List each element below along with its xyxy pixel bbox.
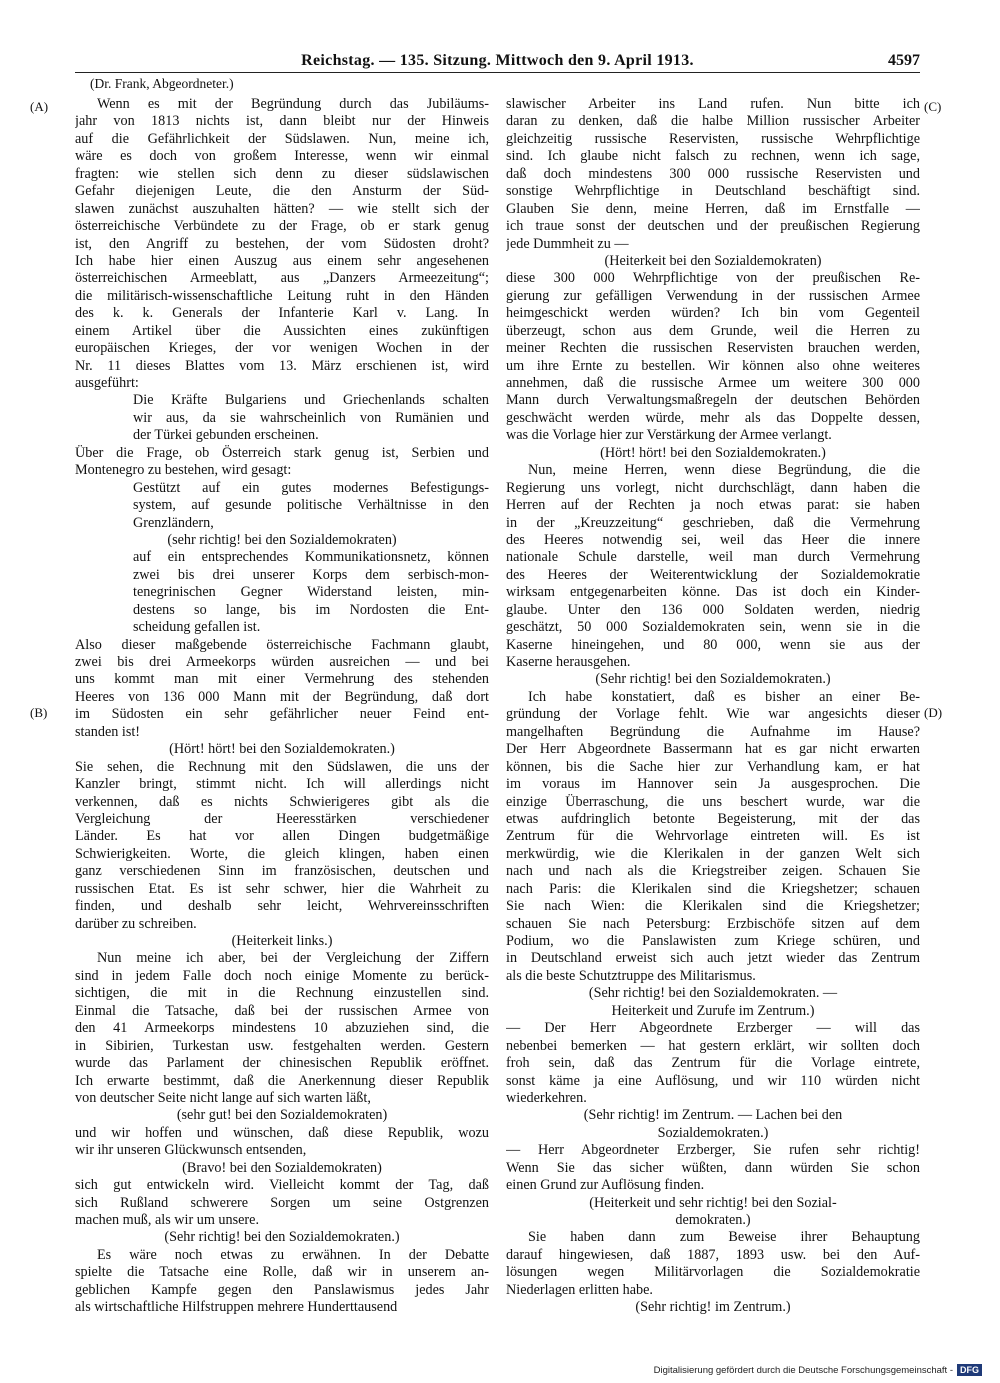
interjection [506,1195,920,1230]
running-header [75,50,920,73]
paragraph [506,462,920,671]
text-line: Sozialdemokraten.) [657,1124,769,1141]
text-line: ich traue sonst der deutschen und der preußischen Regierung [506,218,920,235]
text-line: europäischen Krieges, der vor wenigen Wochen in der [75,340,489,357]
text-line: Zentrum für die Wehrvorlage eintreten will. Es ist [506,828,920,845]
paragraph [506,1020,920,1107]
text-line: wir ihr unseren Glückwunsch entsenden, [75,1142,307,1159]
paragraph [75,950,489,1107]
paragraph [506,1229,920,1299]
text-line: auf die Gefährlichkeit der Südslawen. Nun, meine ich, [75,130,489,147]
text-line: wurde das Parlament der chinesischen Republik eröffnet. [75,1055,489,1072]
text-line: Länder. Es hat vor allen Dingen budgetmäßige [75,828,489,845]
text-line: daran zu denken, daß die halbe Million russischer Arbeiter [506,113,920,130]
paragraph [75,96,489,392]
text-line: tenegrinischen Gegner Widerstand leisten, min- [133,584,489,601]
text-line: demokraten.) [675,1212,751,1228]
text-line: geschätzt, 50 000 Sozialdemokraten sein, wenn sie in die [506,619,920,636]
text-line: wirksam entgegenarbeiten könne. Das ist doch ein Kinder- [506,584,920,601]
text-line: system, auf gesunde politische Verhältnisse in den [133,497,489,514]
text-line: den 41 Armeekorps mindestens 10 abzuziehen sind, die [75,1020,489,1037]
text-line: sonst käme ja eine Auflösung, und wir 110 würden nicht [506,1072,920,1089]
text-line: verkennen, daß es nichts Schwierigeres gibt als die [75,793,489,810]
text-line: (Heiterkeit und sehr richtig! bei den Sozial- [589,1194,837,1211]
footer-credit [654,1364,982,1376]
text-line: russischen Etat. Es ist sehr schwer, hier die Wahrheit zu [75,880,489,897]
text-line: Kaserne hineingehen, und 80 000, wenn sie aus der [506,636,920,653]
paragraph [506,270,920,444]
text-line: lösungen wegen Militärvorlagen die Sozialdemokratie [506,1264,920,1281]
text-line: Über die Frage, ob Österreich stark genug ist, Serbien und [75,444,489,461]
text-line: und wir hoffen und wünschen, daß diese Republik, wozu [75,1124,489,1141]
text-line: spielte die Tatsache eine Rolle, daß wir in unserem an- [75,1264,489,1281]
text-line: Wenn es mit der Begründung durch das Jubiläums- [97,96,489,112]
text-line: merkwürdig, wie die Klerikalen in der ganzen Welt sich [506,845,920,862]
text-line: sichtigen, die mit in die Rechnung einzustellen sind. [75,985,489,1002]
text-line: Herren auf der Rechten ja noch etwas parat: sie haben [506,497,920,514]
text-line: Grenzländern, [133,514,214,531]
text-line: Mann durch Verwaltungsmaßregeln der deutschen Behörden [506,392,920,409]
paragraph [75,759,489,933]
text-line: (Hört! hört! bei den Sozialdemokraten.) [600,444,826,461]
interjection [75,1107,489,1124]
paragraph [506,96,920,253]
text-line: annehmen, daß die russische Armee um weitere 300 000 [506,375,920,391]
text-line: machen muß, als wir um unsere. [75,1212,259,1228]
text-line: Ich erwarte bestimmt, daß die Anerkennung dieser Republik [75,1072,489,1089]
text-line: (Hört! hört! bei den Sozialdemokraten.) [169,741,395,758]
text-line: scheidung gefallen ist. [133,619,261,636]
text-line: der Türkei gebunden erscheinen. [133,427,319,444]
margin-label-c: (C) [924,99,942,114]
text-line: ist, den Angriff zu bestehen, der vom Südosten droht? [75,235,489,252]
text-line: Ich habe hier einen Auszug aus einem sehr angesehenen [75,252,489,269]
text-line: Nr. 11 dieses Blattes vom 13. März erschienen ist, wird [75,357,489,374]
text-line: um ihre Ernte zu bestellen. Wir können also ohne weiteres [506,357,920,374]
text-line: Heiterkeit und Zurufe im Zentrum.) [611,1002,815,1019]
text-line: auf ein entsprechendes Kommunikationsnetz, können [133,549,489,566]
text-line: Nun, meine Herren, wenn diese Begründung, die die [528,462,920,479]
text-line: meiner Rechten die russischen Reservisten brauchen werden, [506,340,920,357]
text-line: (Sehr richtig! im Zentrum. — Lachen bei den [583,1107,843,1124]
interjection [506,985,920,1020]
text-line: gierung zur gefälligen Verwendung in der russischen Armee [506,287,920,304]
text-line: Einmal die Tatsache, daß bei der russischen Armee von [75,1002,489,1019]
text-line: (Heiterkeit links.) [231,933,333,949]
text-line: einem Artikel über die Aussichten eines zukünftigen [75,322,489,339]
text-line: wiederkehren. [506,1089,587,1106]
text-line: gründung der Vorlage fehlt. Wie war angesichts dieser [506,706,920,723]
text-line: ausgeführt: [75,375,139,391]
text-line: nach und nach als die Kriegstreiber zeigen. Schauen Sie [506,863,920,880]
speaker-label: (Dr. Frank, Abgeordneter.) [90,76,234,91]
quotation [75,480,489,532]
paragraph [506,1142,920,1194]
text-line: als die beste Schutztruppe des Militarismus. [506,967,756,984]
text-line: Es wäre noch etwas zu erwähnen. In der Debatte [97,1246,489,1263]
text-line: zwei bis drei unserer Korps dem serbisch-mon- [133,566,489,583]
text-line: österreichischen Armeeblatt, aus „Danzers Armeezeitung“; [75,270,489,287]
text-line: geschwächt werden würde, mehr als das Doppelte dessen, [506,409,920,426]
text-line: slawen zunächst auszuhalten hätten? — wie stellt sich der [75,200,489,217]
text-line: Nun meine ich aber, bei der Vergleichung der Ziffern [97,950,489,967]
text-line: zwei bis drei Armeekorps würden ausreichen — und bei [75,654,489,670]
text-line: im voraus im Hannover sein Ja ausgesprochen. Die [506,776,920,793]
text-line: als wirtschaftliche Hilfstruppen mehrere Hunderttausend [75,1299,398,1316]
text-line: Regierung uns vorlegt, nicht durchschlägt, dann haben die [506,479,920,496]
text-line: jahr von 1813 nichts ist, dann bleibt nur der Hinweis [75,113,489,130]
paragraph [75,1125,489,1160]
text-line: nach Paris: die Klerikalen sind die Kriegshetzer; schauen [506,880,920,897]
paragraph [75,637,489,742]
text-line: (Sehr richtig! bei den Sozialdemokraten.) [164,1229,400,1246]
text-line: Ich habe konstatiert, daß es bisher an einer Be- [528,688,920,705]
text-line: Sie sehen, die Rechnung mit den Südslawen, die uns der [75,758,489,775]
interjection [75,532,489,549]
text-line: (Sehr richtig! bei den Sozialdemokraten. — [588,985,838,1002]
text-line: — Herr Abgeordneter Erzberger, Sie rufen sehr richtig! [506,1142,920,1159]
text-line: Heeres von 136 000 Mann mit der Begründung, daß dort [75,688,489,705]
text-line: Vergleichung der Heeresstärken verschiedener [75,810,489,827]
text-line: des Heeres notwendig sei, weil das Heer die innere [506,531,920,548]
text-line: sonstige Wehrpflichtige in Deutschland beschäftigt sind. [506,183,920,200]
text-line: sich gut entwickeln wird. Vielleicht kommt der Tag, daß [75,1177,489,1194]
text-line: (Heiterkeit bei den Sozialdemokraten) [604,252,822,269]
paragraph [75,445,489,480]
text-line: — Der Herr Abgeordnete Erzberger — will das [506,1020,920,1037]
interjection [506,445,920,462]
margin-label-b: (B) [30,705,48,720]
header-title: Reichstag. — 135. Sitzung. Mittwoch den 9. April 1913. [301,52,694,69]
text-line: können, bis die Sache hier zur Verhandlung kam, er hat [506,758,920,775]
text-line: schauen Sie nach Petersburg: Erzbischöfe sitzen auf dem [506,915,920,932]
text-line: Schwierigkeiten. Worte, die gleich klingen, haben einen [75,845,489,862]
text-line: Montenegro zu bestehen, wird gesagt: [75,462,292,479]
text-line: fragten: wie stellen sich denn zu dieser südslawischen [75,165,489,182]
text-line: Die Kräfte Bulgariens und Griechenlands schalten [133,392,489,409]
text-line: überzeugt, schon aus dem Grunde, weil die Herren zu [506,322,920,339]
interjection [506,1107,920,1142]
text-line: etwas aufdringlich betonte Begeisterung, mit der das [506,810,920,827]
text-line: wäre es doch von großem Interesse, wenn wir einmal [75,148,489,165]
text-line: österreichische Verbündete zu der Frage, ob er stark genug [75,218,489,235]
paragraph [506,689,920,985]
page-number: 4597 [888,52,920,69]
text-line: jede Dummheit zu — [506,235,629,252]
text-line: Podium, wo die Panslawisten zum Kriege schüren, und [506,933,920,949]
text-line: in der „Kreuzzeitung“ geschrieben, daß die Vermehrung [506,514,920,531]
paragraph [75,1177,489,1229]
text-line: einzige Überraschung, die uns beschert wurde, war die [506,793,920,810]
text-line: darüber zu schreiben. [75,915,197,932]
text-line: Kanzler bringt, stimmt nicht. Ich will allerdings nicht [75,776,489,793]
text-line: im Südosten ein sehr gefährlicher neuer Feind ent- [75,706,489,723]
text-line: die militärisch-wissenschaftliche Leitung ruht in den Händen [75,287,489,304]
text-line: Kaserne herausgehen. [506,654,631,670]
text-line: (sehr richtig! bei den Sozialdemokraten) [167,531,397,548]
text-line: Wenn Sie das sicher wüßten, dann würden Sie schon [506,1159,920,1176]
text-line: sind in jedem Falle doch noch einige Momente zu berück- [75,967,489,984]
text-line: sind. Ich glaube nicht falsch zu rechnen, wenn ich sage, [506,148,920,165]
text-line: (Bravo! bei den Sozialdemokraten) [182,1159,382,1176]
text-line: sich Rußland schwerere Sorgen um seine Ostgrenzen [75,1194,489,1211]
text-line: (Sehr richtig! bei den Sozialdemokraten.) [595,671,831,688]
text-line: Der Herr Abgeordnete Bassermann hat es gar nicht erwarten [506,741,920,758]
text-line: einen Grund zur Auflösung finden. [506,1177,705,1194]
interjection [506,1299,920,1316]
text-line: froh sein, daß das Zentrum für die Vorlage eintrete, [506,1055,920,1072]
quotation [75,392,489,444]
margin-label-d: (D) [924,705,943,720]
text-line: in Deutschland erweist sich auch jetzt wieder das Zentrum [506,950,920,967]
text-line: nebenbei bemerken — hat gestern erklärt, wir sollten doch [506,1037,920,1054]
text-line: Niederlagen erlitten habe. [506,1281,653,1298]
left-column [75,96,489,1317]
text-line: Gestützt auf ein gutes modernes Befestigungs- [133,479,489,496]
text-line: (sehr gut! bei den Sozialdemokraten) [176,1107,388,1124]
margin-label-a: (A) [30,99,49,114]
text-line: glaube. Unter den 136 000 Soldaten werden, niedrig [506,601,920,618]
text-line: destens so lange, bis im Nordosten die Ent- [133,601,489,618]
text-line: Also dieser maßgebende österreichische Fachmann glaubt, [75,636,489,653]
interjection [75,1160,489,1177]
footer-text: Digitalisierung gefördert durch die Deutsche Forschungsgemeinschaft - [653,1364,953,1376]
text-line: wir aus, da sie wahrscheinlich von Rumänien und [133,409,489,426]
interjection [506,253,920,270]
text-line: Glauben Sie denn, meine Herren, daß im Ernstfalle — [506,200,920,217]
text-line: von deutscher Seite nicht lange auf sich warten läßt, [75,1089,371,1106]
text-line: was die Vorlage hier zur Verstärkung der Armee verlangt. [506,427,832,444]
quotation [75,549,489,636]
interjection [75,933,489,950]
text-line: heimgeschickt werden würden? Ich bin vom Gegenteil [506,305,920,322]
interjection [75,741,489,758]
text-line: Gefahr diejenigen Leute, die den Ansturm der Süd- [75,183,489,200]
text-line: (Sehr richtig! im Zentrum.) [635,1299,791,1316]
text-line: gleichzeitig russische Reservisten, russische Wehrpflichtige [506,130,920,147]
dfg-logo: DFG [957,1364,982,1376]
text-line: nationale Schule darstelle, weil man durch Vermehrung [506,549,920,566]
text-line: des Heeres der Weiterentwicklung der Sozialdemokratie [506,566,920,583]
text-line: darauf hingewiesen, daß 1887, 1893 usw. bei den Auf- [506,1246,920,1263]
paragraph [75,1247,489,1317]
text-line: Sie nach Wien: die Klerikalen sind die Kriegshetzer; [506,898,920,915]
text-line: slawischer Arbeiter ins Land rufen. Nun bitte ich [506,96,920,112]
interjection [506,671,920,688]
text-line: daß doch mindestens 300 000 russische Reservisten und [506,165,920,182]
text-line: diese 300 000 Wehrpflichtige von der preußischen Re- [506,270,920,287]
text-line: geblichen Kampfe gegen den Panslawismus jedes Jahr [75,1281,489,1298]
text-line: des k. k. Generals der Infanterie Karl v. Lang. In [75,305,489,322]
right-column [506,96,920,1317]
text-line: mangelhaften Begründung die Aufnahme im Hause? [506,723,920,740]
text-line: in Sibirien, Turkestan usw. festgehalten werden. Gestern [75,1037,489,1054]
interjection [75,1229,489,1246]
text-line: uns kommt man mit einer Vermehrung des stehenden [75,671,489,688]
text-line: standen ist! [75,723,141,740]
text-line: ganz verschiedenen Sinn im französischen, deutschen und [75,863,489,880]
text-line: Sie haben dann zum Beweise ihrer Behauptung [528,1229,920,1246]
text-line: finden, und deshalb sehr leicht, Wehrvereinsschriften [75,898,489,915]
